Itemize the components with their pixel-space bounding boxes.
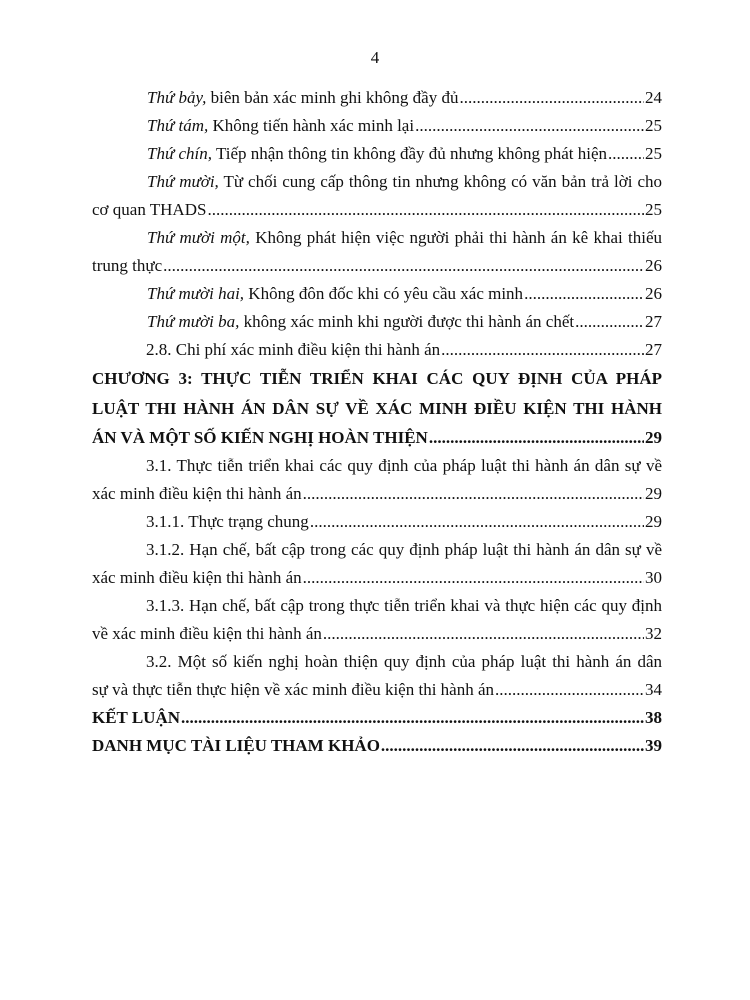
toc-page-number: 29 [645, 484, 662, 503]
chapter-title-line: CHƯƠNG 3: THỰC TIỄN TRIỂN KHAI CÁC QUY ĐỊNH CỦA PHÁP [92, 369, 662, 388]
toc-page-number: 26 [645, 256, 662, 275]
dot-leader [459, 84, 644, 112]
toc-entry-text-cont: về xác minh điều kiện thi hành án [92, 624, 322, 643]
toc-page-number: 24 [645, 88, 662, 107]
toc-page-number: 38 [645, 708, 662, 727]
toc-entry-text: 3.1.2. Hạn chế, bất cập trong các quy định pháp luật thi hành án dân sự về [146, 540, 662, 559]
toc-entry-text: Từ chối cung cấp thông tin nhưng không có văn bản trả lời cho [218, 172, 662, 191]
toc-entry-thu-muoi-mot[interactable] [92, 224, 662, 280]
toc-entry-text: Không đôn đốc khi có yêu cầu xác minh [244, 284, 524, 303]
toc-page-number: 25 [645, 200, 662, 219]
toc-entry-lead: Thứ mười, [147, 172, 219, 191]
toc-entry-text-cont: xác minh điều kiện thi hành án [92, 484, 302, 503]
dot-leader [608, 140, 644, 168]
dot-leader [495, 676, 644, 704]
toc-entry-3-2[interactable] [92, 648, 662, 704]
toc-entry-text: 3.1. Thực tiễn triển khai các quy định của pháp luật thi hành án dân sự về [146, 456, 662, 475]
dot-leader [441, 336, 644, 364]
toc-entry-text: 3.2. Một số kiến nghị hoàn thiện quy định của pháp luật thi hành án dân [146, 652, 662, 671]
toc-entry-text: DANH MỤC TÀI LIỆU THAM KHẢO [92, 736, 380, 755]
toc-entry-lead: Thứ mười một, [147, 228, 250, 247]
dot-leader [303, 564, 644, 592]
page-number: 4 [370, 48, 380, 67]
toc-entry-thu-tam[interactable] [92, 112, 662, 140]
toc-page-number: 26 [645, 284, 662, 303]
toc-entry-text-cont: sự và thực tiễn thực hiện về xác minh điều kiện thi hành án [92, 680, 495, 699]
dot-leader [310, 508, 644, 536]
toc-entry-2-8[interactable] [92, 336, 662, 364]
toc-page-number: 27 [645, 312, 662, 331]
dot-leader [207, 196, 644, 224]
dot-leader [415, 112, 644, 140]
dot-leader [575, 308, 644, 336]
toc-entry-lead: Thứ mười hai, [147, 284, 245, 303]
toc-entry-3-1-3[interactable] [92, 592, 662, 648]
toc-entry-lead: Thứ bảy, [147, 88, 207, 107]
toc-entry-text: 3.1.1. Thực trạng chung [146, 512, 309, 531]
toc-page-number: 34 [645, 680, 662, 699]
toc-page-number: 25 [645, 116, 662, 135]
toc-entry-text: Không tiến hành xác minh lại [208, 116, 415, 135]
toc-entry-conclusion[interactable] [92, 704, 662, 732]
chapter-title-line: LUẬT THI HÀNH ÁN DÂN SỰ VỀ XÁC MINH ĐIỀU KIỆN THI HÀNH [92, 399, 662, 418]
toc-entry-text-cont: trung thực [92, 256, 163, 275]
toc-page-number: 29 [645, 428, 662, 447]
toc-page-number: 25 [645, 144, 662, 163]
toc-entry-text: Không phát hiện việc người phải thi hành án kê khai thiếu [249, 228, 663, 247]
toc-entry-text-cont: xác minh điều kiện thi hành án [92, 568, 302, 587]
toc-entry-3-1[interactable] [92, 452, 662, 508]
toc-entry-text: biên bản xác minh ghi không đầy đủ [206, 88, 459, 107]
dot-leader [429, 424, 644, 452]
toc-entry-thu-muoi-ba[interactable] [92, 308, 662, 336]
dot-leader [524, 280, 644, 308]
dot-leader [303, 480, 644, 508]
dot-leader [181, 704, 644, 732]
toc-entry-3-1-2[interactable] [92, 536, 662, 592]
toc-entry-text: 3.1.3. Hạn chế, bất cập trong thực tiễn triển khai và thực hiện các quy định [146, 596, 662, 615]
toc-page-number: 30 [645, 568, 662, 587]
toc-entry-text: không xác minh khi người được thi hành án chết [239, 312, 575, 331]
dot-leader [163, 252, 644, 280]
toc-entry-text: 2.8. Chi phí xác minh điều kiện thi hành án [146, 340, 441, 359]
toc-chapter-3[interactable] [92, 364, 662, 452]
toc-entry-text: KẾT LUẬN [92, 708, 181, 727]
toc-entry-text: Tiếp nhận thông tin không đầy đủ nhưng không phát hiện [212, 144, 608, 163]
toc-entry-lead: Thứ tám, [147, 116, 209, 135]
toc-entry-thu-chin[interactable] [92, 140, 662, 168]
toc-entry-3-1-1[interactable] [92, 508, 662, 536]
toc-entry-lead: Thứ mười ba, [147, 312, 240, 331]
dot-leader [323, 620, 644, 648]
toc-entry-lead: Thứ chín, [147, 144, 212, 163]
toc-entry-thu-bay[interactable] [92, 84, 662, 112]
toc-entry-thu-muoi-hai[interactable] [92, 280, 662, 308]
toc-entry-text-cont: cơ quan THADS [92, 200, 207, 219]
toc-entry-thu-muoi[interactable] [92, 168, 662, 224]
chapter-title-line: ÁN VÀ MỘT SỐ KIẾN NGHỊ HOÀN THIỆN [92, 428, 428, 447]
toc-page-number: 39 [645, 736, 662, 755]
toc-page-number: 32 [645, 624, 662, 643]
dot-leader [381, 732, 644, 760]
toc-page-number: 29 [645, 512, 662, 531]
toc-entry-references[interactable] [92, 732, 662, 760]
table-of-contents [92, 84, 662, 760]
toc-page-number: 27 [645, 340, 662, 359]
